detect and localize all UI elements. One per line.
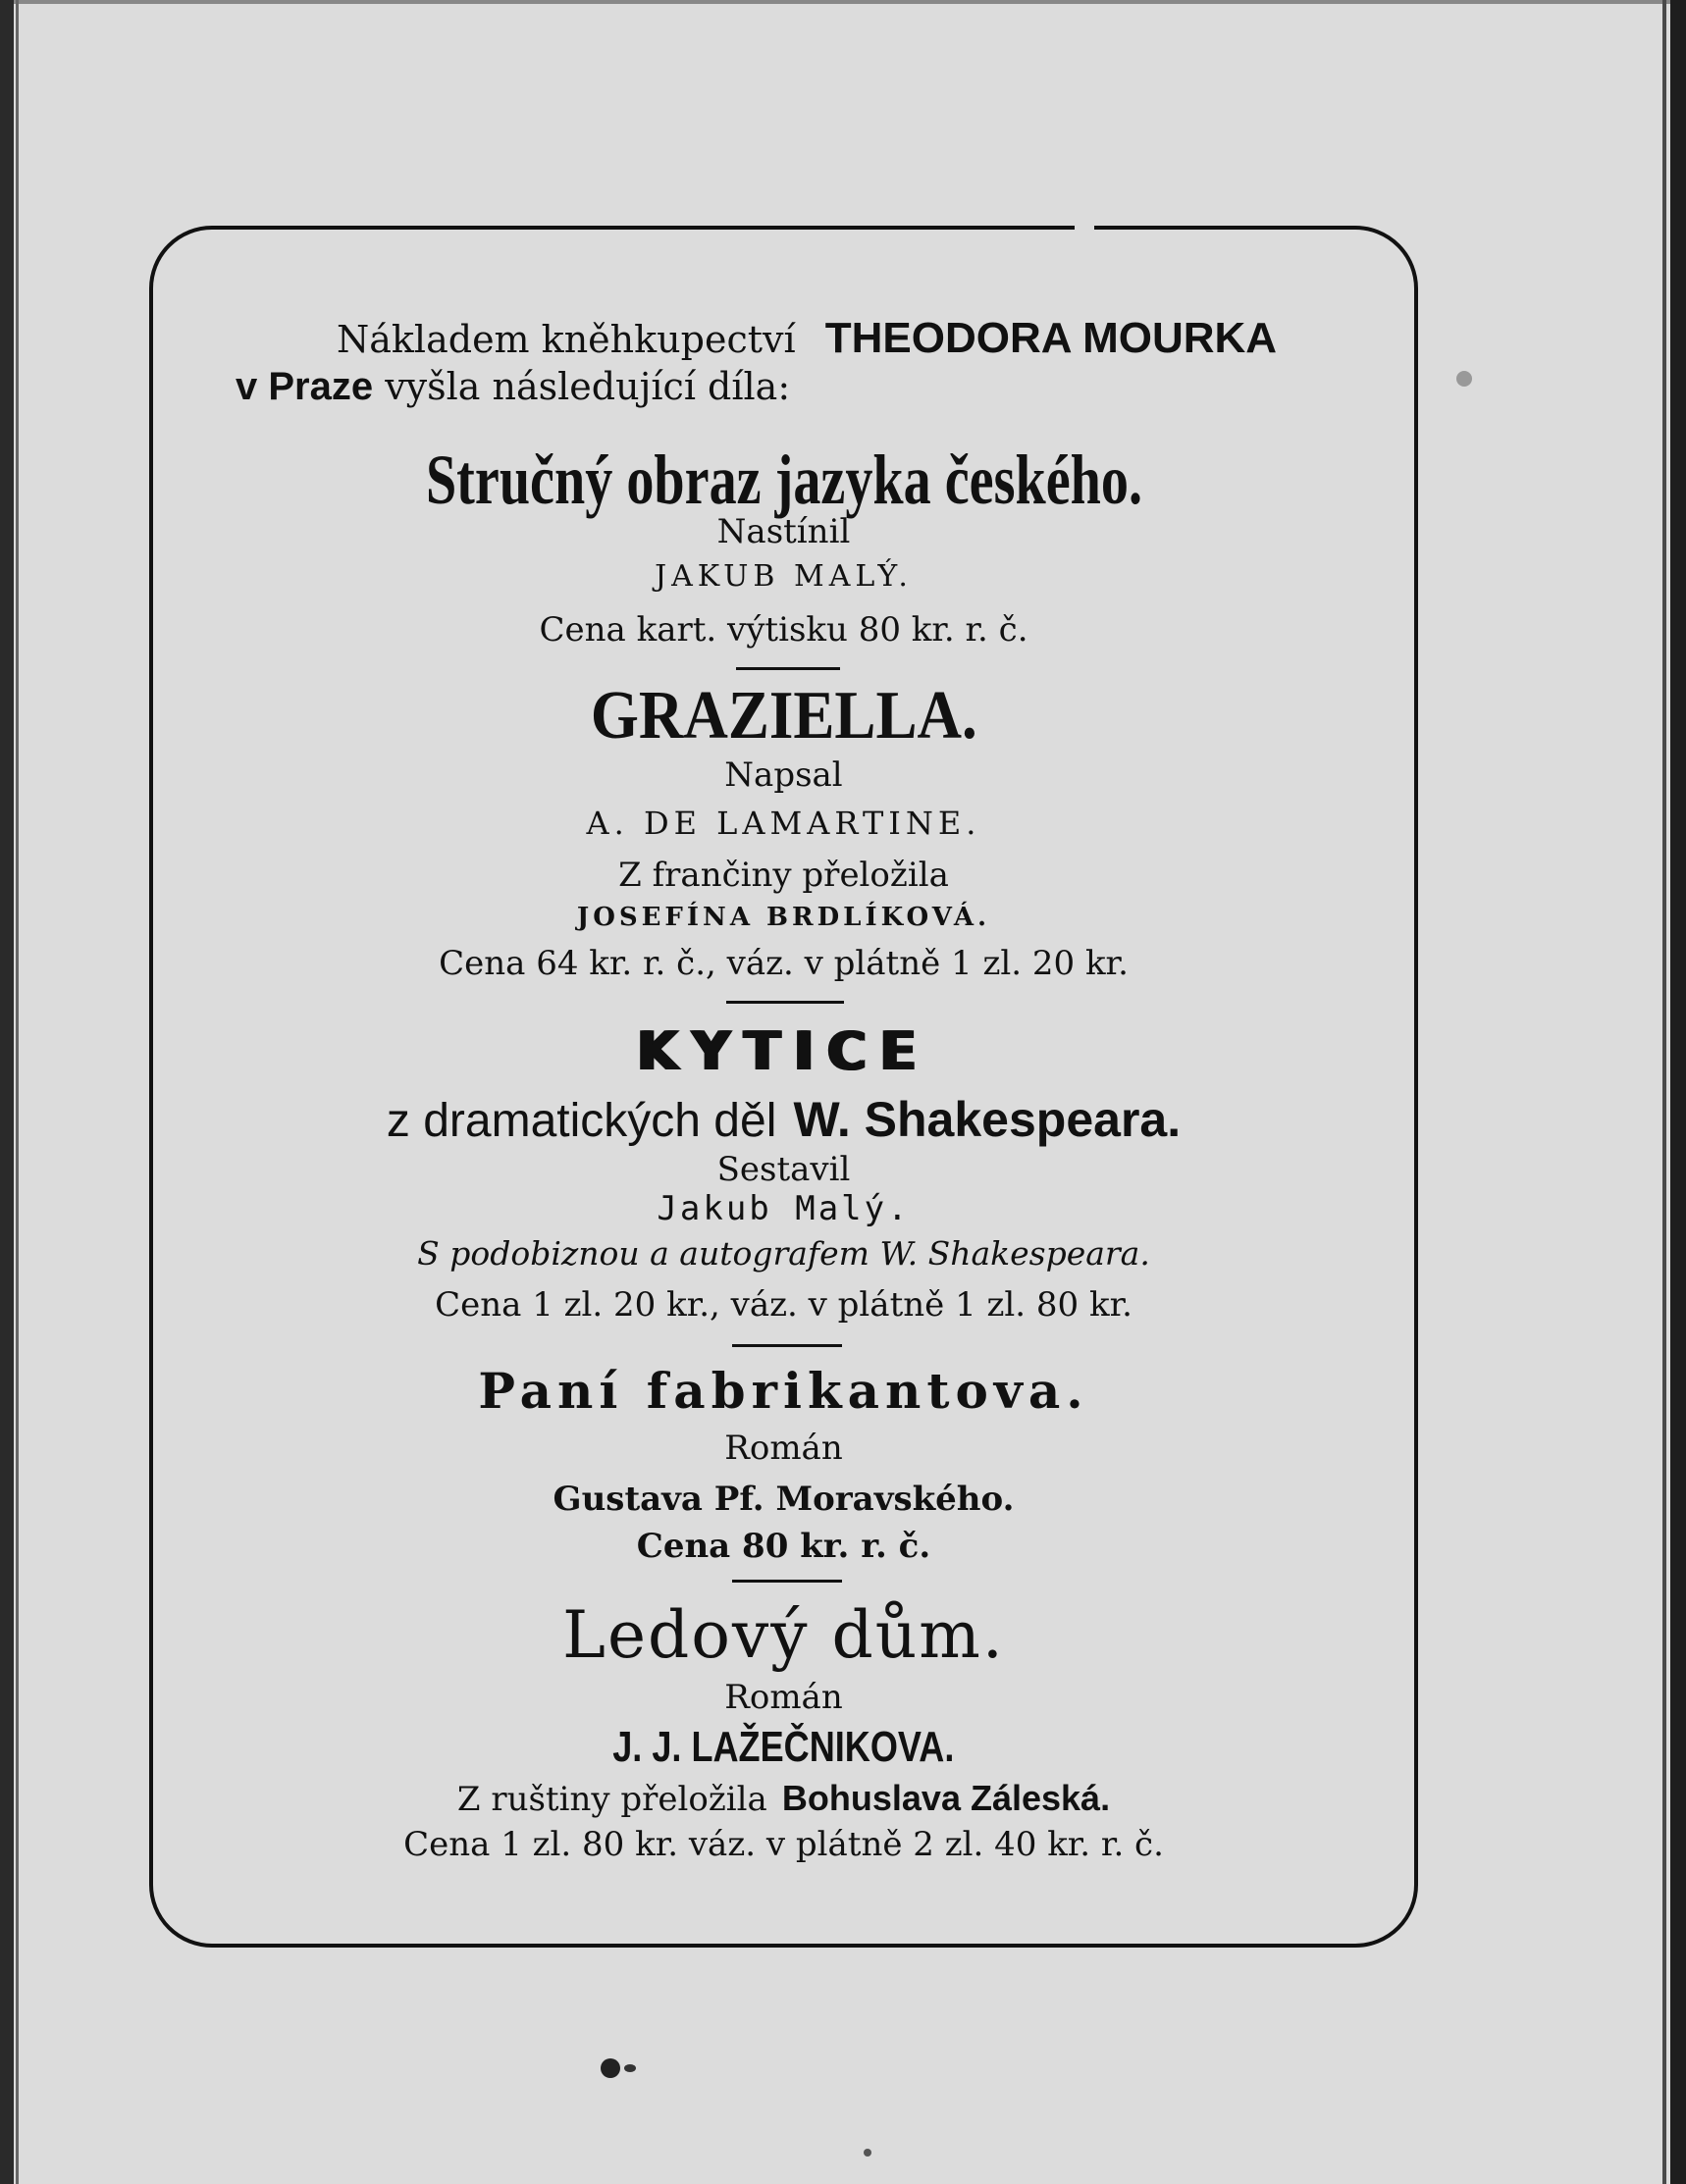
ink-spot-icon	[1456, 371, 1472, 387]
book5-translation-line	[149, 1778, 1418, 1819]
book4-credit-label: Román	[724, 1429, 843, 1468]
intro-line-2	[236, 365, 1276, 409]
book2-title: GRAZIELLA.	[590, 678, 977, 754]
book3-title: KYTICE	[637, 1020, 930, 1082]
ink-blot-icon	[601, 2058, 620, 2078]
book3-credit-label: Sestavil	[716, 1150, 851, 1189]
book2-title-line	[149, 677, 1418, 755]
page-right-edge	[1670, 0, 1686, 2184]
intro-publisher-text: Nákladem kněhkupectví	[337, 318, 796, 361]
book2-credit-label: Napsal	[724, 755, 843, 795]
divider-1	[736, 667, 840, 670]
divider-2	[726, 1001, 844, 1004]
book4-price: Cena 80 kr. r. č.	[636, 1527, 931, 1566]
intro-publisher-name: THEODORA MOURKA	[824, 314, 1278, 362]
book4-title: Paní fabrikantova.	[478, 1362, 1089, 1420]
book1-credit-label: Nastínil	[716, 512, 851, 551]
ink-dot-icon	[864, 2149, 871, 2157]
book5-author-line	[149, 1723, 1418, 1772]
book2-translator: JOSEFÍNA BRDLÍKOVÁ.	[576, 903, 991, 932]
ink-mark-icon	[624, 2064, 636, 2072]
page-left-margin-line	[16, 0, 19, 2184]
intro-line-1	[337, 314, 1377, 363]
book4-title-line	[149, 1362, 1418, 1420]
book3-subtitle-b: W. Shakespeara.	[793, 1092, 1182, 1147]
book5-author: J. J. LAŽEČNIKOVA.	[612, 1723, 955, 1771]
book3-subtitle-a: z dramatických děl	[386, 1095, 777, 1147]
divider-4	[732, 1580, 842, 1583]
book5-title: Ledový dům.	[562, 1597, 1005, 1673]
book5-credit-label: Román	[724, 1678, 843, 1717]
book3-subtitle-line	[149, 1091, 1418, 1148]
book3-note: S podobiznou a autografem W. Shakespeara.	[417, 1234, 1150, 1273]
book1-title-line	[149, 440, 1418, 521]
book5-translation-a: Z ruštiny přeložila	[456, 1780, 767, 1819]
page-top-edge	[0, 0, 1686, 4]
book3-price: Cena 1 zl. 20 kr., váz. v plátně 1 zl. 80 kr.	[435, 1285, 1133, 1325]
divider-3	[732, 1344, 842, 1347]
book1-author: JAKUB MALÝ.	[655, 559, 913, 594]
book2-translation: Z frančiny přeložila	[618, 856, 949, 895]
book3-title-line	[149, 1020, 1418, 1082]
book3-author: Jakub Malý.	[657, 1189, 911, 1228]
book4-author: Gustava Pf. Moravského.	[553, 1480, 1015, 1519]
book5-title-line	[149, 1597, 1418, 1673]
page-right-margin-line	[1662, 0, 1666, 2184]
book1-title: Stručný obraz jazyka českého.	[425, 441, 1142, 519]
intro-published-text: vyšla následující díla:	[385, 365, 791, 408]
book5-translation-b: Bohuslava Záleská.	[781, 1778, 1111, 1818]
frame-gap	[1075, 222, 1094, 232]
page-left-edge	[0, 0, 14, 2184]
book2-author: A. DE LAMARTINE.	[586, 805, 981, 842]
book1-price: Cena kart. výtisku 80 kr. r. č.	[539, 610, 1028, 650]
book2-price: Cena 64 kr. r. č., váz. v plátně 1 zl. 20 kr.	[439, 944, 1129, 983]
book5-price: Cena 1 zl. 80 kr. váz. v plátně 2 zl. 40 kr. r. č.	[403, 1825, 1164, 1864]
intro-city: v Praze	[236, 365, 374, 408]
